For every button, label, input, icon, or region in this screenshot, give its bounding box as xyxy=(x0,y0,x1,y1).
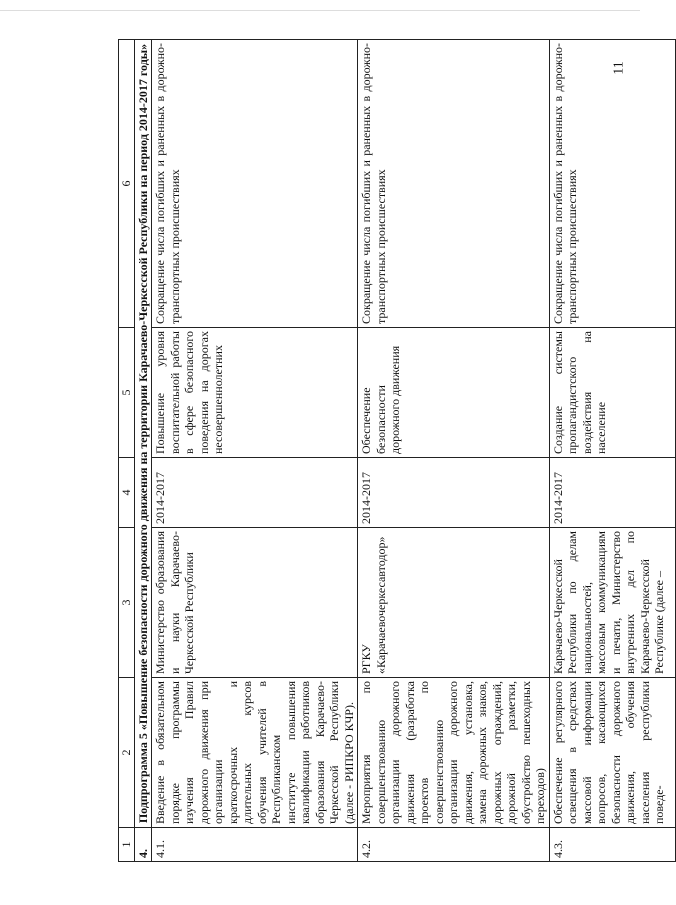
measure-cell: Обеспечение регулярного освещения в средствах массовой информации вопросов, касающихся безопасности дорожного движения, обучения населения республики поведе- xyxy=(549,678,675,828)
measures-table xyxy=(118,39,676,862)
row-number: 4.1. xyxy=(152,828,358,862)
column-number: 1 xyxy=(119,828,135,862)
goal-cell: Создание системы пропагандистского воздействия на население xyxy=(549,328,675,458)
column-number: 3 xyxy=(119,528,135,678)
subprogram-code: 4. xyxy=(134,828,152,862)
measure-cell: Мероприятия по совершенствованию организации дорожного движения (разработка проектов по совершенствованию организации дорожного движения, установка, замена дорожных знаков, дорожных ограждений, дорожной разметки, обустройство пешеходных переходов) xyxy=(358,678,550,828)
column-number: 4 xyxy=(119,458,135,528)
result-cell: Сокращение числа погибших и раненных в дорожно-транспортных происшествиях xyxy=(152,40,358,328)
scan-top-edge xyxy=(0,0,640,11)
column-number: 2 xyxy=(119,678,135,828)
subprogram-row xyxy=(134,40,152,862)
period-cell: 2014-2017 xyxy=(152,458,358,528)
rotated-table-sheet xyxy=(118,40,666,862)
measure-cell: Введение в обязательном порядке программы изучения Правил дорожного движения при организации краткосрочных и длительных курсов обучения учителей в Республиканском институте повышения квалификации работников образования Карачаево-Черкесской Республики (далее - РИПКРО КЧР). xyxy=(152,678,358,828)
subprogram-title: Подпрограмма 5 «Повышение безопасности дорожного движения на территории Карачаево-Черкесской Республики на период 2014-2017 годы» xyxy=(134,40,152,828)
goal-cell: Обеспечение безопасности дорожного движения xyxy=(358,328,550,458)
page-number: 11 xyxy=(611,61,627,75)
goal-cell: Повышение уровня воспитательной работы в сфере безопасного поведения на дорогах несовершеннолетних xyxy=(152,328,358,458)
table-row xyxy=(549,40,675,862)
column-number: 6 xyxy=(119,40,135,328)
period-cell: 2014-2017 xyxy=(549,458,675,528)
executor-cell: РГКУ «Карачаевочеркесавтодор» xyxy=(358,528,550,678)
result-cell: Сокращение числа погибших и раненных в дорожно-транспортных происшествиях xyxy=(358,40,550,328)
executor-cell: Министерство образования и науки Карачаево-Черкесской Республики xyxy=(152,528,358,678)
period-cell: 2014-2017 xyxy=(358,458,550,528)
result-cell: Сокращение числа погибших и раненных в дорожно-транспортных происшествиях xyxy=(549,40,675,328)
column-number: 5 xyxy=(119,328,135,458)
executor-cell: Карачаево-Черкесской Республики по делам национальностей, массовым коммуникациям и печати, Министерство внутренних дел по Карачаево-Черкесской Республике (далее – xyxy=(549,528,675,678)
row-number: 4.2. xyxy=(358,828,550,862)
table-row xyxy=(358,40,550,862)
row-number: 4.3. xyxy=(549,828,675,862)
table-row xyxy=(152,40,358,862)
column-number-row xyxy=(119,40,135,862)
